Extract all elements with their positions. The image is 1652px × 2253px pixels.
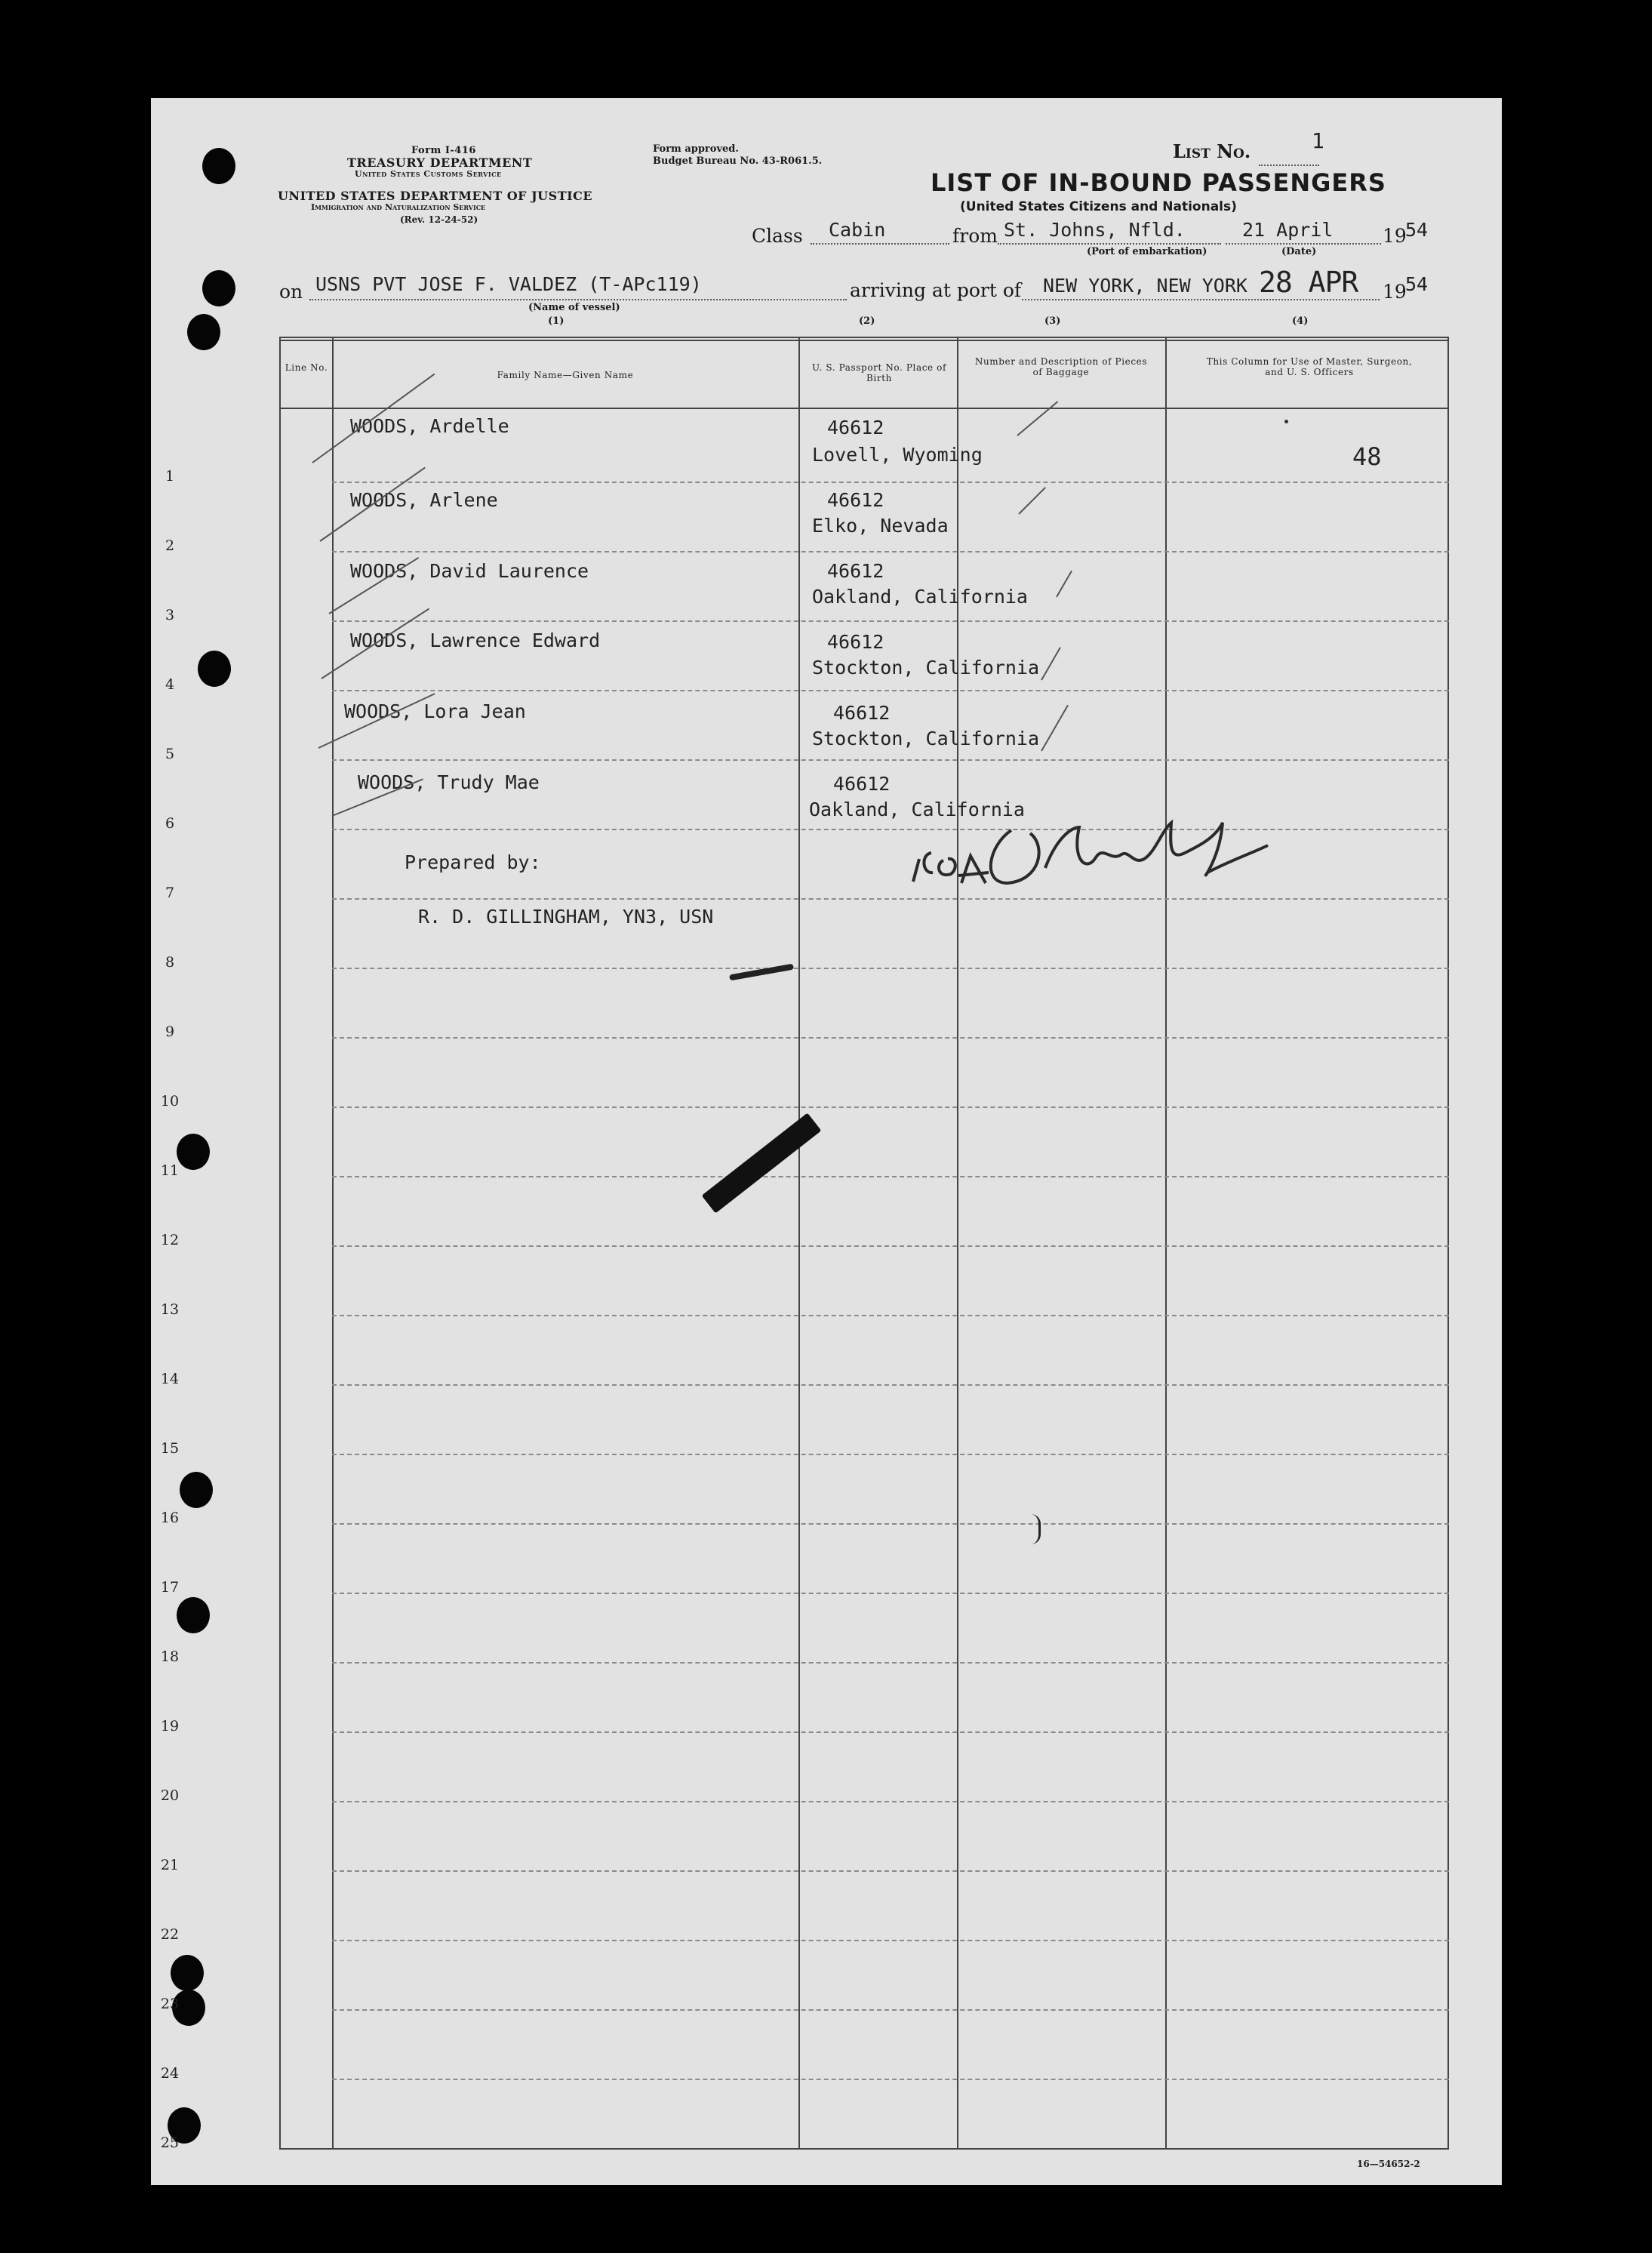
- punch-hole: [171, 1955, 204, 1991]
- line-number: 14: [160, 1371, 180, 1387]
- vessel-field: [309, 299, 847, 300]
- revision: (Rev. 12-24-52): [400, 214, 478, 225]
- vessel-label: (Name of vessel): [528, 302, 620, 313]
- justice-dept: UNITED STATES DEPARTMENT OF JUSTICE: [278, 189, 593, 203]
- birthplace: Lovell, Wyoming: [812, 444, 983, 466]
- inspector-signature: [898, 800, 1275, 906]
- passport-number: 46612: [827, 560, 884, 582]
- port-embarkation-label: (Port of embarkation): [1087, 246, 1207, 257]
- arriving-label: arriving at port of: [850, 279, 1022, 301]
- line-number: 21: [160, 1857, 180, 1873]
- embark-date: 21 April: [1242, 219, 1334, 241]
- punch-hole: [177, 1134, 210, 1170]
- line-number: 12: [160, 1232, 180, 1248]
- from-label: from: [952, 225, 998, 247]
- officer-note: 48: [1352, 442, 1382, 471]
- line-number: 16: [160, 1510, 180, 1526]
- line-number: 22: [160, 1926, 180, 1943]
- line-number: 15: [160, 1440, 180, 1457]
- class-value: Cabin: [829, 219, 886, 241]
- birthplace: Stockton, California: [812, 728, 1040, 749]
- form-code: 16—54652-2: [1357, 2159, 1420, 2169]
- passenger-name: WOODS, Lora Jean: [344, 700, 526, 722]
- line-number: 13: [160, 1301, 180, 1318]
- arrival-year-prefix: 19: [1383, 281, 1407, 303]
- list-no-label: List No.: [1173, 140, 1251, 162]
- line-number: 23: [160, 1996, 180, 2012]
- passport-number: 46612: [827, 489, 884, 511]
- punch-hole: [180, 1472, 213, 1508]
- line-number: 17: [160, 1579, 180, 1596]
- line-number: 20: [160, 1787, 180, 1804]
- line-number: 1: [165, 468, 175, 485]
- birthplace: Oakland, California: [812, 586, 1028, 608]
- col1-num: (1): [548, 315, 565, 327]
- col-divider: [957, 338, 958, 2150]
- line-number: 19: [160, 1718, 180, 1734]
- header-officers: This Column for Use of Master, Surgeon, and U. S. Officers: [1206, 356, 1413, 377]
- line-number: 5: [165, 746, 175, 762]
- punch-hole: [198, 651, 231, 687]
- arrival-stamp: 28 APR: [1259, 266, 1358, 299]
- year-prefix: 19: [1383, 225, 1407, 247]
- prepared-by-label: Prepared by:: [405, 851, 541, 873]
- header-baggage: Number and Description of Pieces of Baggage: [974, 356, 1148, 377]
- line-number: 11: [160, 1162, 180, 1179]
- ins-service: Immigration and Naturalization Service: [311, 202, 486, 212]
- treasury-dept: TREASURY DEPARTMENT: [347, 155, 533, 170]
- col3-num: (3): [1044, 315, 1061, 327]
- date-label: (Date): [1281, 246, 1317, 257]
- birthplace: Oakland, California: [809, 799, 1025, 820]
- birthplace: Stockton, California: [812, 657, 1040, 679]
- class-field: [811, 243, 949, 245]
- punch-hole: [177, 1597, 210, 1633]
- line-number: 24: [160, 2065, 180, 2082]
- preparer-name: R. D. GILLINGHAM, YN3, USN: [418, 906, 714, 928]
- form-number: Form I-416: [411, 145, 476, 156]
- form-title: LIST OF IN-BOUND PASSENGERS: [931, 168, 1386, 197]
- line-number: 4: [165, 676, 175, 693]
- punch-hole: [187, 314, 220, 350]
- line-number: 10: [160, 1093, 180, 1110]
- passport-number: 46612: [833, 773, 891, 795]
- budget-bureau: Budget Bureau No. 43-R061.5.: [653, 155, 823, 167]
- arrival-port: NEW YORK, NEW YORK: [1043, 275, 1247, 297]
- line-number: 8: [165, 954, 175, 971]
- header-line-no: Line No.: [285, 362, 328, 373]
- passenger-name: WOODS, Arlene: [350, 489, 498, 511]
- col2-num: (2): [859, 315, 875, 327]
- birthplace: Elko, Nevada: [812, 515, 949, 537]
- arrival-field: [1022, 299, 1380, 300]
- col4-num: (4): [1292, 315, 1309, 327]
- col-divider: [1165, 338, 1167, 2150]
- arrival-year-suffix: 54: [1405, 273, 1429, 295]
- customs-service: United States Customs Service: [355, 169, 502, 179]
- from-field: [998, 243, 1221, 245]
- passenger-table: [279, 337, 1449, 2150]
- vessel-name: USNS PVT JOSE F. VALDEZ (T-APc119): [315, 273, 702, 295]
- line-number: 3: [165, 607, 175, 623]
- form-subtitle: (United States Citizens and Nationals): [960, 199, 1237, 214]
- class-label: Class: [752, 225, 803, 247]
- line-number: 2: [165, 537, 175, 554]
- punch-hole: [202, 148, 235, 184]
- on-label: on: [279, 281, 303, 303]
- header-passport: U. S. Passport No. Place of Birth: [811, 362, 947, 383]
- col-divider: [798, 338, 800, 2150]
- line-number: 6: [165, 815, 175, 832]
- passenger-name: WOODS, David Laurence: [350, 560, 589, 582]
- header-name: Family Name—Given Name: [497, 370, 634, 380]
- year-suffix: 54: [1405, 219, 1429, 241]
- date-field: [1226, 243, 1381, 245]
- port-embarkation: St. Johns, Nfld.: [1004, 219, 1186, 241]
- line-number: 7: [165, 885, 175, 901]
- passport-number: 46612: [827, 417, 884, 439]
- list-no-value: 1: [1312, 128, 1324, 153]
- passport-number: 46612: [827, 631, 884, 653]
- line-number: 25: [160, 2135, 180, 2151]
- punch-hole: [202, 270, 235, 306]
- line-number: 9: [165, 1023, 175, 1040]
- passenger-name: WOODS, Ardelle: [350, 415, 509, 437]
- form-approved: Form approved.: [653, 143, 739, 155]
- line-number: 18: [160, 1648, 180, 1665]
- passenger-name: WOODS, Lawrence Edward: [350, 629, 601, 651]
- list-no-field: [1259, 143, 1319, 166]
- passenger-name: WOODS, Trudy Mae: [358, 771, 540, 793]
- passport-number: 46612: [833, 702, 891, 724]
